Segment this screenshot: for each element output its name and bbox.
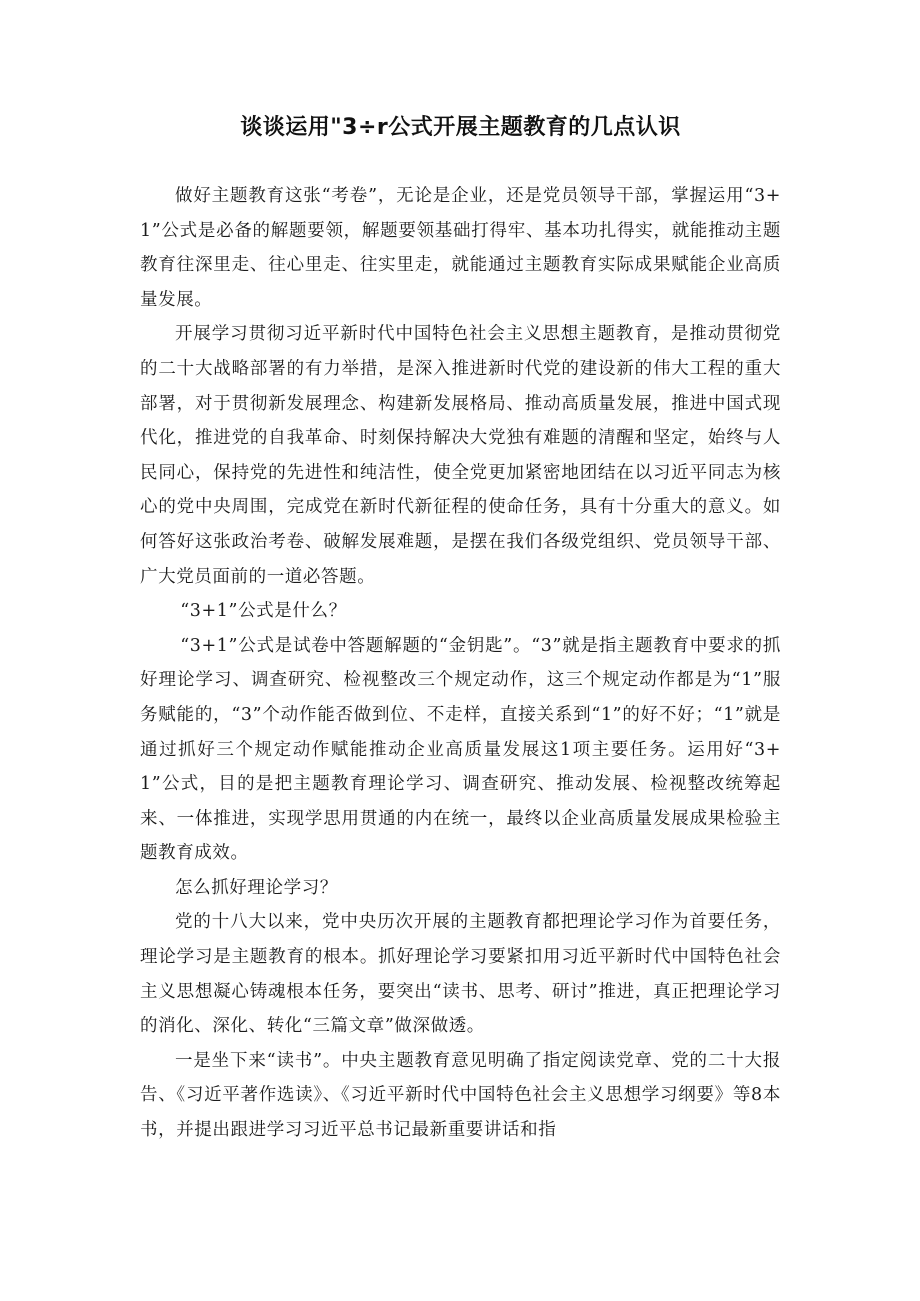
paragraph-intro: 做好主题教育这张“考卷”，无论是企业，还是党员领导干部，掌握运用“3+1”公式是必备的解题要领，解题要领基础打得牢、基本功扎得实，就能推动主题教育往深里走、往心里走、往实里走，就能通过主题教育实际成果赋能企业高质量发展。 [140, 186, 781, 310]
paragraph-reading: 一是坐下来“读书”。中央主题教育意见明确了指定阅读党章、党的二十大报告、《习近平著作选读》、《习近平新时代中国特色社会主义思想学习纲要》等8本书，并提出跟进学习习近平总书记最新重要讲话和指 [140, 1050, 781, 1141]
question-heading-formula: “3+1”公式是什么？ [180, 601, 347, 622]
document-title: 谈谈运用"3÷r公式开展主题教育的几点认识 [240, 115, 681, 140]
document-page [140, 110, 781, 1148]
paragraph-significance: 开展学习贯彻习近平新时代中国特色社会主义思想主题教育，是推动贯彻党的二十大战略部署的有力举措，是深入推进新时代党的建设新的伟大工程的重大部署，对于贯彻新发展理念、构建新发展格局、推动高质量发展，推进中国式现代化，推进党的自我革命、时刻保持解决大党独有难题的清醒和坚定，始终与人民同心，保持党的先进性和纯洁性，使全党更加紧密地团结在以习近平同志为核心的党中央周围，完成党在新时代新征程的使命任务，具有十分重大的意义。如何答好这张政治考卷、破解发展难题，是摆在我们各级党组织、党员领导干部、广大党员面前的一道必答题。 [140, 324, 781, 587]
paragraph-theory-study: 党的十八大以来，党中央历次开展的主题教育都把理论学习作为首要任务，理论学习是主题教育的根本。抓好理论学习要紧扣用习近平新时代中国特色社会主义思想凝心铸魂根本任务，要突出“读书、思考、研讨”推进，真正把理论学习的消化、深化、转化“三篇文章”做深做透。 [140, 912, 781, 1037]
paragraph-formula-explained: “3+1”公式是试卷中答题解题的“金钥匙”。“3”就是指主题教育中要求的抓好理论学习、调查研究、检视整改三个规定动作，这三个规定动作都是为“1”服务赋能的，“3”个动作能否做到位、不走样，直接关系到“1”的好不好；“1”就是通过抓好三个规定动作赋能推动企业高质量发展这1项主要任务。运用好“3+1”公式，目的是把主题教育理论学习、调查研究、推动发展、检视整改统筹起来、一体推进，实现学思用贯通的内在统一，最终以企业高质量发展成果检验主题教育成效。 [140, 635, 781, 864]
question-heading-theory-study: 怎么抓好理论学习？ [175, 877, 338, 898]
